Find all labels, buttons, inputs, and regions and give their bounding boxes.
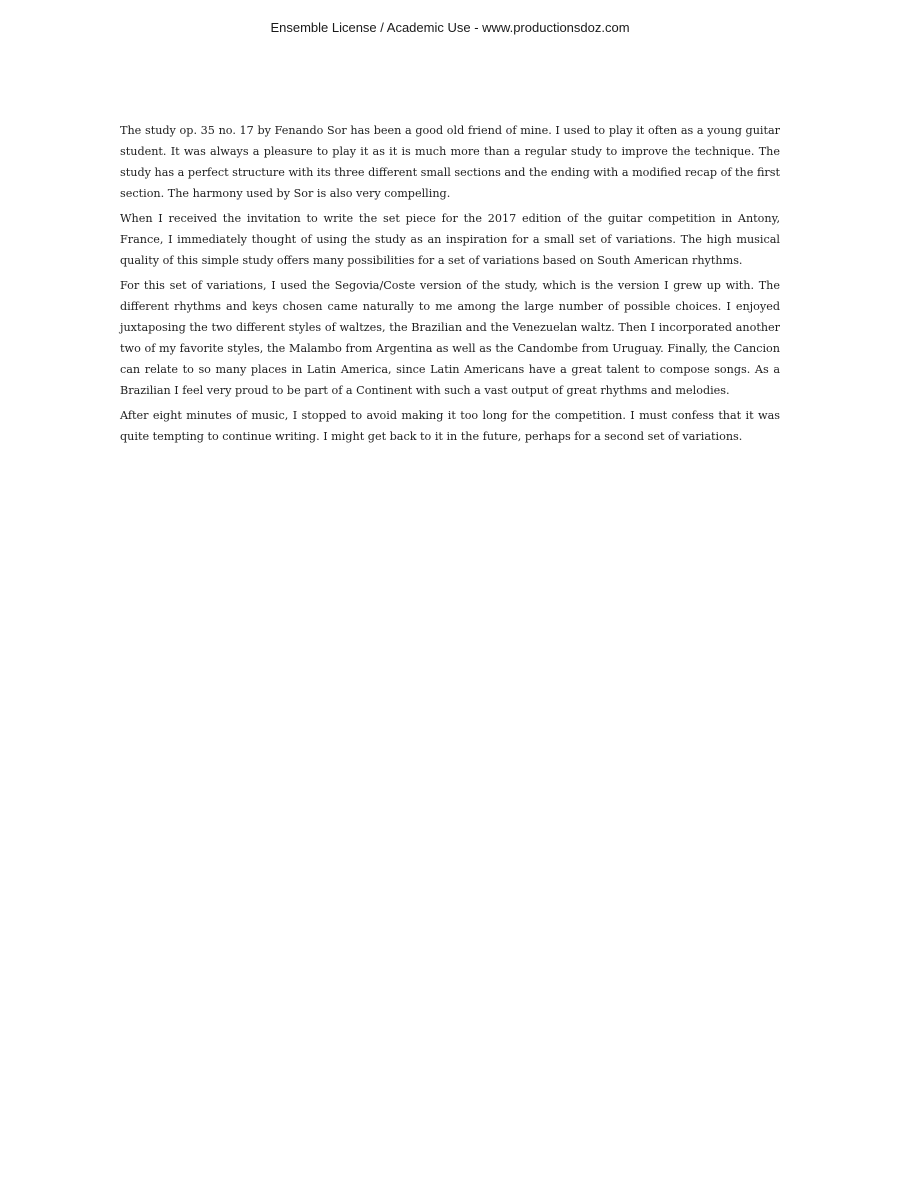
paragraph-2: When I received the invitation to write the set piece for the 2017 edition of the guitar competition in Antony, France, I immediately thought of using the study as an inspiration for a small set of variations. The high musical quality of this simple study offers many possibilities for a set of variations based on South American rhythms. bbox=[120, 212, 780, 267]
paragraph-3: For this set of variations, I used the Segovia/Coste version of the study, which is the version I grew up with. The different rhythms and keys chosen came naturally to me among the large number of possible choices. I enjoyed juxtaposing the two different styles of waltzes, the Brazilian and the Venezuelan waltz. Then I incorporated another two of my favorite styles, the Malambo from Argentina as well as the Candombe from Uruguay. Finally, the Cancion can relate to so many places in Latin America, since Latin Americans have a great talent to compose songs. As a Brazilian I feel very proud to be part of a Continent with such a vast output of great rhythms and melodies. bbox=[120, 279, 780, 397]
paragraph-1: The study op. 35 no. 17 by Fenando Sor has been a good old friend of mine. I used to play it often as a young guitar student. It was always a pleasure to play it as it is much more than a regular study to improve the technique. The study has a perfect structure with its three different small sections and the ending with a modified recap of the first section. The harmony used by Sor is also very compelling. bbox=[120, 124, 780, 200]
document-body bbox=[120, 120, 780, 451]
license-header: Ensemble License / Academic Use - www.productionsdoz.com bbox=[270, 20, 630, 35]
paragraph-4: After eight minutes of music, I stopped to avoid making it too long for the competition. I must confess that it was quite tempting to continue writing. I might get back to it in the future, perhaps for a second set of variations. bbox=[120, 409, 780, 443]
